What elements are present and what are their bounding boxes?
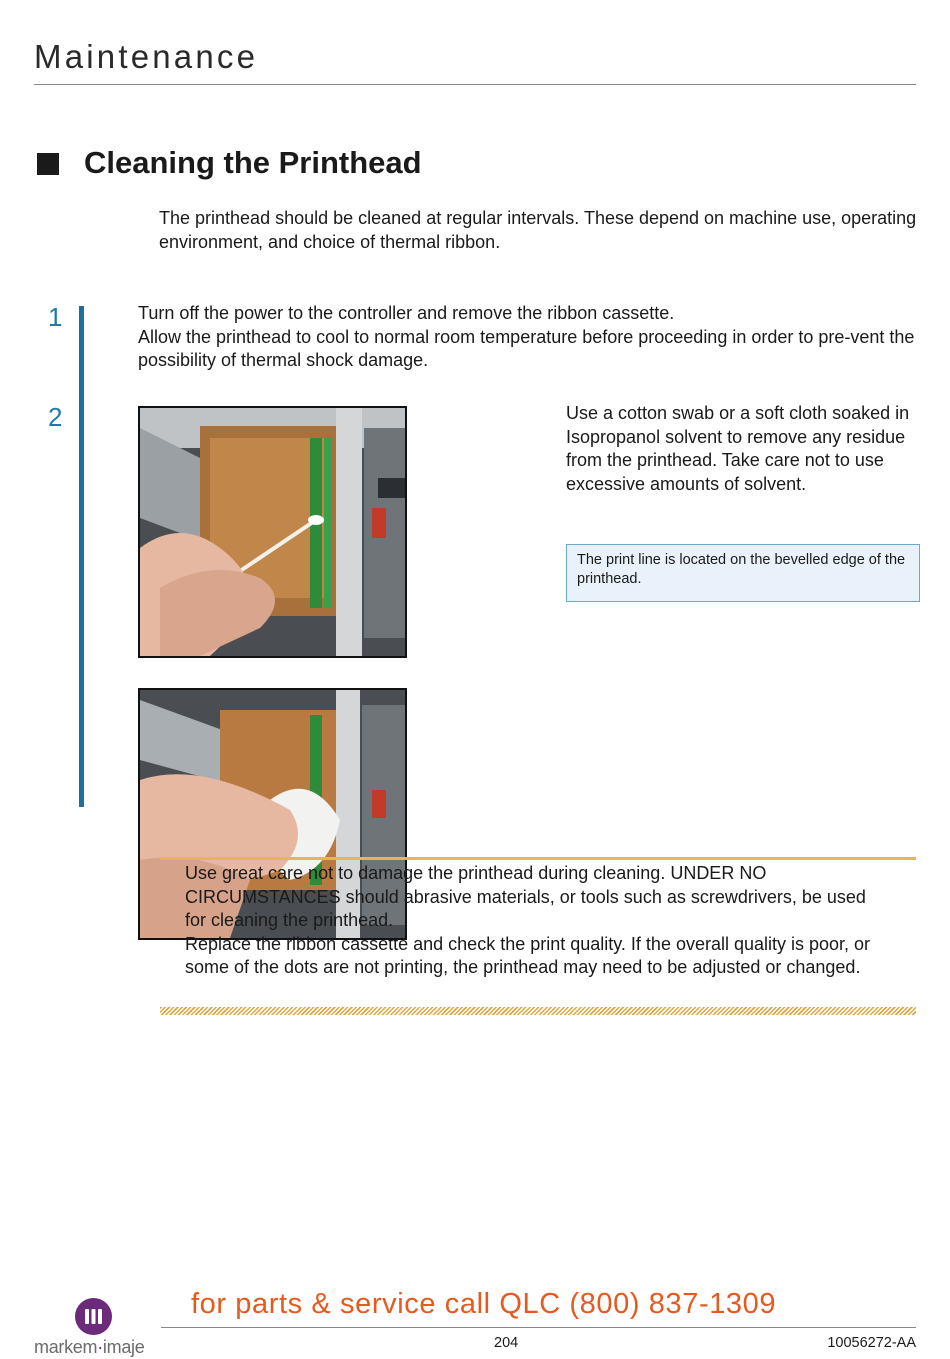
footer-divider: [161, 1327, 916, 1328]
caution-top-rule: [160, 857, 916, 860]
step-number-1: 1: [48, 302, 63, 332]
header-divider: [34, 84, 916, 85]
logo-wordmark: markem·imaje: [34, 1337, 145, 1357]
markem-imaje-logo-icon: [75, 1298, 112, 1335]
service-promo-text: for parts & service call QLC (800) 837-1309: [191, 1288, 777, 1320]
logo-bars-icon: [75, 1298, 112, 1335]
intro-paragraph: The printhead should be cleaned at regular intervals. These depend on machine use, operating environment, and choice of thermal ribbon.: [159, 208, 917, 252]
page-number: 204: [494, 1335, 519, 1351]
printhead-swab-illustration: [140, 408, 405, 656]
step-1-instructions: [138, 302, 918, 373]
caution-hatched-rule: [160, 1007, 916, 1015]
section-title: Cleaning the Printhead: [84, 145, 422, 180]
page-header-title: Maintenance: [34, 38, 259, 75]
caution-line: Use great care not to damage the printhead during cleaning. UNDER NO CIRCUMSTANCES should abrasive materials, or tools such as screwdrivers, be used for cleaning the printhead.: [185, 863, 866, 930]
caution-line: Replace the ribbon cassette and check the print quality. If the overall quality is poor, or some of the dots are not printing, the printhead may need to be adjusted or changed.: [185, 933, 871, 977]
photo-cotton-swab-cleaning: [138, 406, 407, 658]
document-id: 10056272-AA: [827, 1335, 916, 1351]
caution-block: [185, 862, 885, 980]
section-bullet-icon: [37, 153, 59, 175]
print-line-note: The print line is located on the bevelled edge of the printhead.: [566, 544, 920, 602]
step-1-line: Allow the printhead to cool to normal room temperature before proceeding in order to pre-vent the possibility of thermal shock damage.: [138, 326, 915, 370]
step-number-2: 2: [48, 402, 63, 432]
step-2-instructions: Use a cotton swab or a soft cloth soaked in Isopropanol solvent to remove any residue from the printhead. Take care not to use excessive amounts of solvent.: [566, 403, 910, 494]
step-1-line: Turn off the power to the controller and remove the ribbon cassette.: [138, 303, 675, 323]
step-indicator-bar: [79, 306, 84, 807]
